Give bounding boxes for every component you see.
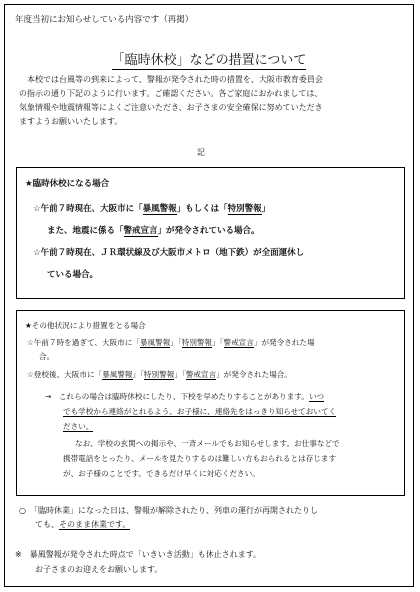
top-note: 年度当初にお知らせしている内容です（再掲）: [15, 15, 194, 25]
ki-marker: 記: [197, 148, 205, 157]
closure-note-line: ○ 「臨時休業」になった日は、警報が解除されたり、列車の運行が再開されたりし: [19, 506, 318, 515]
other-measures-box: [16, 310, 405, 496]
section2-heading: ★その他状況により措置をとる場合: [25, 321, 146, 330]
section2-line: 合。: [39, 352, 55, 361]
section2-line: → これらの場合は臨時休校にしたり、下校を早めたりすることがあります。いつ: [45, 392, 325, 401]
document-page: [4, 4, 414, 587]
section2-line: ☆登校後、大阪市に「暴風警報」「特別警報」「警戒宣言」が発令された場合。: [27, 370, 292, 379]
section2-line: 携帯電話をとったり、メールを見たりするのは難しい方もおられるとは存じます: [63, 454, 337, 463]
section2-line: ださい。: [63, 422, 94, 431]
closure-conditions-box: [16, 167, 405, 299]
section2-line: でも学校から連絡がとれるよう、お子様に、連絡先をはっきり知らせておいてく: [63, 407, 337, 416]
section2-line: なお、学校の玄関への掲示や、一斉メールでもお知らせします。お仕事などで: [75, 439, 340, 448]
section1-line: ている場合。: [47, 270, 99, 280]
ikiiki-note-line: ※ 暴風警報が発令された時点で「いきいき活動」も休止されます。: [15, 550, 262, 559]
intro-line: の指示の通り下記のように行います。ご確認ください。各ご家庭におかれましては、: [19, 89, 323, 98]
section2-line: が、お子様のことです。できるだけ早くに対応ください。: [63, 469, 260, 478]
page-title: 「臨時休校」などの措置について: [111, 53, 307, 68]
section1-line: ☆午前７時現在、大阪市に「暴風警報」もしくは「特別警報」: [33, 204, 271, 214]
intro-line: 気象情報や地震情報等によくご注意いただき、お子さまの安全確保に努めていただき: [19, 103, 323, 112]
section2-line: ☆午前７時を過ぎて、大阪市に「暴風警報」「特別警報」「警戒宣言」が発令された場: [27, 338, 315, 347]
section1-line: ☆午前７時現在、ＪＲ環状線及び大阪市メトロ（地下鉄）が全面運休し: [33, 248, 305, 258]
section1-heading: ★臨時休校になる場合: [25, 179, 110, 189]
intro-line: ますようお願いいたします。: [19, 117, 123, 126]
intro-line: 本校では台風等の到来によって、警報が発令された時の措置を、大阪市教育委員会: [27, 75, 323, 84]
intro-paragraph: [19, 73, 404, 129]
section1-line: また、地震に係る「警戒宣言」が発令されている場合。: [47, 226, 260, 236]
ikiiki-note-line: お子さまのお迎えをお願いします。: [35, 565, 163, 574]
closure-note-line: ても、そのまま休業です。: [35, 520, 131, 529]
